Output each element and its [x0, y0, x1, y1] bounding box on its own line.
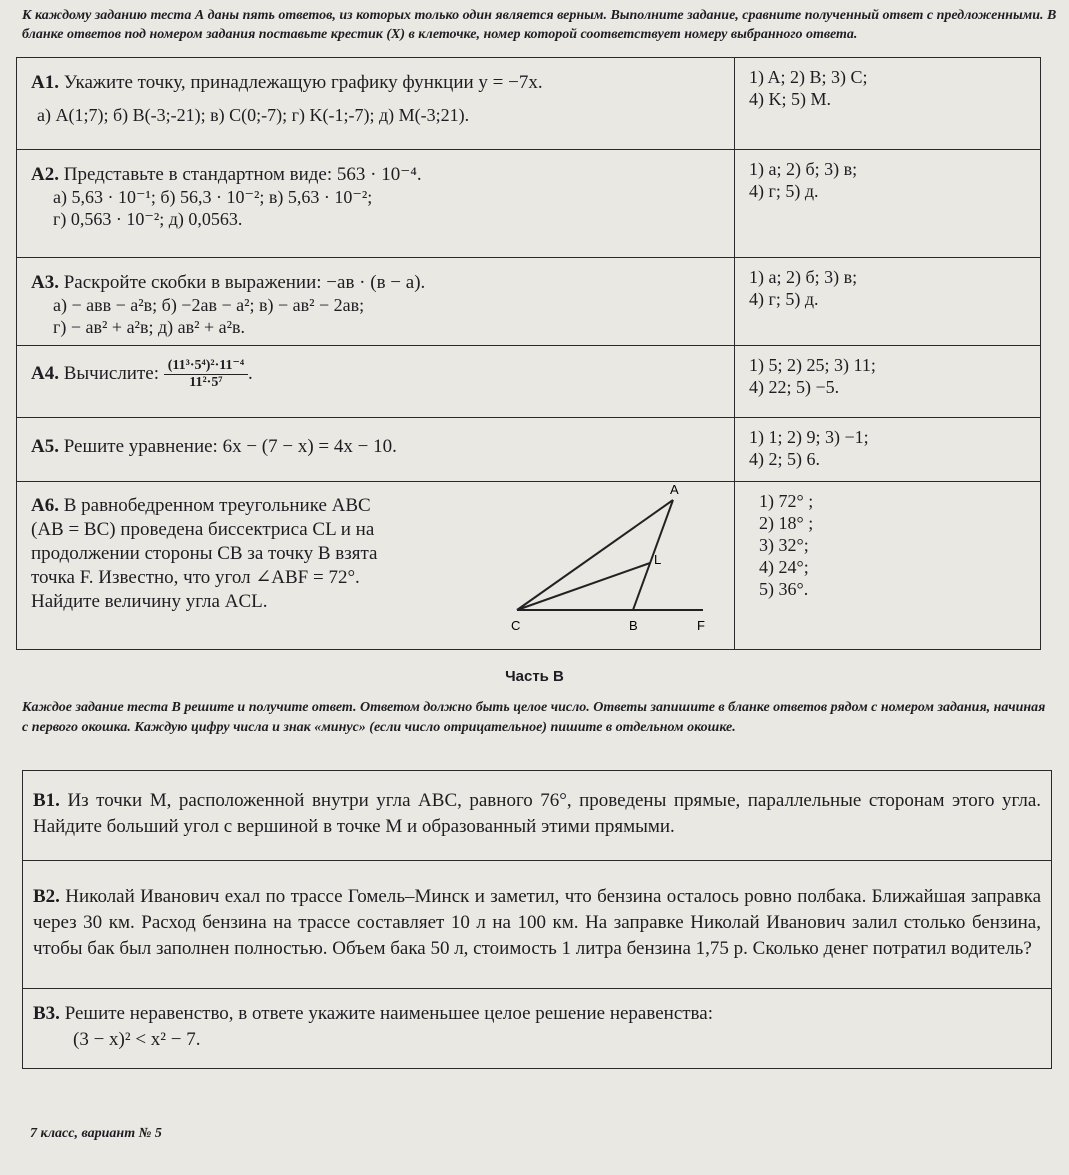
task-a1-answers: 1) A; 2) B; 3) C; 4) K; 5) M. — [749, 67, 868, 109]
task-a3-question: А3. Раскройте скобки в выражении: −ав · (в − а). — [31, 272, 426, 293]
bisector-cl — [517, 563, 650, 610]
task-a6-question: А6. В равнобедренном треугольнике ABC (AB = BC) проведена биссектриса CL и на продолжении стороны CB за точку B взята точка F. Известно, что угол ∠ABF = 72°. Найдите величину угла ACL. — [31, 495, 378, 612]
task-b1-text: Из точки M, расположенной внутри угла ABC, равного 76°, проведены прямые, параллельные сторонам этого угла. Найдите больший угол с вершиной в точке M и образованный этими прямыми. — [33, 789, 1042, 837]
task-a2-options-line2: г) 0,563 · 10⁻²; д) 0,0563. — [53, 209, 243, 229]
point-c-label: C — [511, 618, 521, 633]
task-a6-label: А6. — [31, 495, 59, 516]
side-ca — [517, 500, 673, 610]
part-a-table — [16, 57, 1041, 650]
point-l-label: L — [654, 552, 662, 567]
point-a-label: A — [670, 482, 679, 497]
part-a-instructions: К каждому заданию теста А даны пять ответов, из которых только один является верным. Выполните задание, сравните полученный ответ с предложенными. В бланке ответов под номером задания поставьте крестик (X) в клеточке, номер которой соответствует номеру выбранного ответа. — [22, 8, 1057, 42]
point-b-label: B — [629, 618, 638, 633]
task-a4-label: А4. — [31, 362, 59, 384]
task-a2-question: А2. Представьте в стандартном виде: 563 · 10⁻⁴. — [31, 164, 422, 185]
task-a4-row — [17, 346, 1041, 418]
task-a1-label: А1. — [31, 72, 59, 93]
task-a2-row — [17, 150, 1041, 258]
task-a4-answers: 1) 5; 2) 25; 3) 11; 4) 22; 5) −5. — [749, 355, 876, 397]
task-a1-question: А1. Укажите точку, принадлежащую графику функции y = −7x. — [31, 72, 543, 93]
task-a5-row — [17, 418, 1041, 482]
task-a2-answers: 1) а; 2) б; 3) в; 4) г; 5) д. — [749, 159, 858, 201]
task-a3-options-line1: а) − авв − а²в; б) −2ав − а²; в) − ав² − 2ав; — [53, 295, 365, 315]
task-b1-row — [23, 771, 1052, 861]
task-b3-formula: (3 − x)² < x² − 7. — [73, 1028, 201, 1050]
task-a6-answers: 1) 72° ; 2) 18° ; 3) 32°; 4) 24°; 5) 36°. — [759, 491, 814, 599]
task-b1-label: В1. — [33, 789, 60, 811]
task-a2-options-line1: а) 5,63 · 10⁻¹; б) 56,3 · 10⁻²; в) 5,63 · 10⁻²; — [53, 187, 373, 207]
task-a5-question: А5. Решите уравнение: 6x − (7 − x) = 4x − 10. — [31, 436, 397, 457]
point-f-label: F — [697, 618, 705, 633]
task-b3-text: Решите неравенство, в ответе укажите наименьшее целое решение неравенства: — [64, 1002, 713, 1024]
task-a6-row — [17, 482, 1041, 650]
footer-variant: 7 класс, вариант № 5 — [30, 1126, 162, 1141]
task-b3-row — [23, 989, 1052, 1069]
part-b-table — [22, 770, 1052, 1069]
fraction-denominator: 11²·5⁷ — [189, 375, 223, 390]
part-b-title: Часть B — [505, 668, 564, 685]
task-b2-label: В2. — [33, 885, 60, 907]
part-b-instructions: Каждое задание теста В решите и получите ответ. Ответом должно быть целое число. Ответы запишите в бланке ответов рядом с номером задания, начиная с первого окошка. Каждую цифру числа и знак «минус» (если число отрицательное) пишите в отдельном окошке. — [22, 700, 1046, 735]
side-ab — [633, 500, 673, 610]
task-a3-label: А3. — [31, 272, 59, 293]
task-a1-row — [17, 58, 1041, 150]
task-a3-options-line2: г) − ав² + а²в; д) ав² + а²в. — [53, 317, 246, 337]
task-a3-answers: 1) а; 2) б; 3) в; 4) г; 5) д. — [749, 267, 858, 309]
triangle-diagram — [507, 482, 735, 642]
task-b2-text: Николай Иванович ехал по трассе Гомель–Минск и заметил, что бензина осталось ровно полбака. Ближайшая заправка через 30 км. Расход бензина на трассе составляет 10 л на 100 км. На заправке Николай Иванович залил столько бензина, чтобы бак был заполнен полностью. Объем бака 50 л, стоимость 1 литра бензина 1,75 р. Сколько денег потратил водитель? — [33, 885, 1042, 959]
task-a3-row — [17, 258, 1041, 346]
task-a5-answers: 1) 1; 2) 9; 3) −1; 4) 2; 5) 6. — [749, 427, 869, 469]
task-a2-label: А2. — [31, 164, 59, 185]
task-b3-label: В3. — [33, 1002, 60, 1024]
task-b2-row — [23, 861, 1052, 989]
task-a4-fraction — [164, 358, 248, 391]
task-a5-label: А5. — [31, 436, 59, 457]
fraction-numerator: (11³·5⁴)²·11⁻⁴ — [164, 358, 248, 375]
task-a4-question: А4. Вычислите: $\frac{\text{(11³·5⁴)²·11⁻⁴}}{\text{11²·5⁷}}$ . — [31, 358, 253, 390]
task-a1-options: а) A(1;7); б) B(-3;-21); в) C(0;-7); г) K(-1;-7); д) M(-3;21). — [37, 105, 470, 125]
